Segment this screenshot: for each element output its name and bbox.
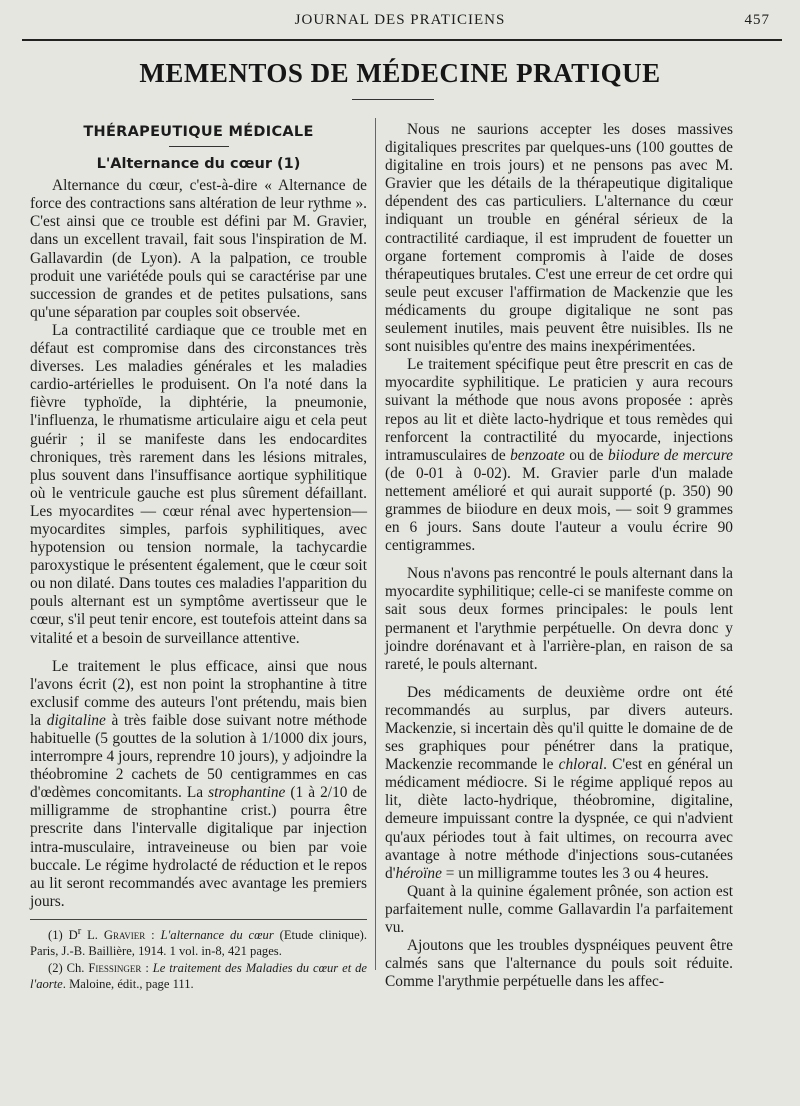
drug-name: biiodure de mercure <box>607 446 734 464</box>
page-number: 457 <box>744 12 770 28</box>
section-rule <box>169 146 229 147</box>
paragraph: Le traitement le plus efficace, ainsi que nous l'avons écrit (2), est non point la strophantine à titre exclusif comme des auteurs l'ont prétendu, mais bien la digitaline à très faible dose suivant notre méthode habituelle (5 gouttes de la solution à 1/1000 dix jours, interrompre 4 jours, reprendre 10 jours), y adjoindre la théobromine 2 cachets de 50 centigrammes en cas d'œdèmes concomitants. La strophantine (1 à 2/10 de milligramme de strophantine crist.) pourra être prescrite dans l'intervalle digitalique par injection intra-musculaire, intraveineuse ou bien par voie buccale. Le régime hydrolacté de réduction et le repos au lit seront recommandés avec avantage les premiers jours. <box>30 657 368 910</box>
drug-name: strophantine <box>208 784 286 802</box>
footnote-1: (1) $D^r$ L. Gravier : L'alternance du cœur (Etude clinique). Paris, J.-B. Baillière, 1914. 1 vol. in-8, 421 pages. <box>30 925 368 959</box>
paragraph: La contractilité cardiaque que ce trouble met en défaut est compromise dans des circonstances très diverses. Les maladies générales et les maladies cardio-artérielles le produisent. On l'a noté dans la fièvre typhoïde, la diphtérie, la pneumonie, l'influenza, le rhumatisme articulaire aigu et cela peut guérir ; il se manifeste dans les endocardites chroniques, très rarement dans les lésions mitrales, plus souvent dans l'insuffisance aortique syphilitique où le ventricule gauche est plus sûrement défaillant. Les myocardites — cœur rénal avec hypertension— myocardites simples, parfois syphilitiques, avec hypotension ou tension normale, la tachycardie paroxystique le présentent également, que le cœur soit ou non dilaté. Dans toutes ces maladies l'apparition du pouls alternant est un symptôme avertisseur que le cœur, s'il peut tenir encore, est toutefois atteint dans sa vitalité et a besoin de surveillance attentive. <box>30 321 367 647</box>
paragraph: Des médicaments de deuxième ordre ont été recommandés au surplus, par divers auteurs. Mackenzie, si incertain dès qu'il quitte le domaine de de ses graphiques pour pénétrer dans la pratique, Mackenzie recommande le chloral. C'est en général un médicament médiocre. Si le régime appliqué repos au lit, diète lacto-hydrique, théobromine, digitaline, demeure impuissant contre la dyspnée, ce qui n'advient qu'aux périodes tout à fait ultimes, on recourra avec avantage à notre méthode d'injections sous-cutanées d'héroïne = un milligramme toutes les 3 ou 4 heures. <box>385 683 734 882</box>
section-heading: THÉRAPEUTIQUE MÉDICALE <box>83 124 314 140</box>
running-head-title: JOURNAL DES PRATICIENS <box>294 12 506 28</box>
paragraph: Alternance du cœur, c'est-à-dire « Alternance de force des contractions sans altération de leur rythme ». C'est ainsi que ce trouble est défini par M. Gravier, dans un excellent travail, fait sous l'inspiration de M. Gallavardin (de Lyon). A la palpation, ce trouble produit une variétéde pouls qui se caractérise par une succession de grandes et de petites pulsations, sans qu'une séparation par couples soit observée. <box>30 177 367 321</box>
footnotes <box>30 924 367 992</box>
drug-name: chloral <box>558 756 604 774</box>
right-column <box>385 121 733 991</box>
footnote-rule <box>30 919 367 920</box>
left-column <box>30 118 367 992</box>
column-divider <box>375 118 376 970</box>
main-title: MEMENTOS DE MÉDECINE PRATIQUE <box>139 58 661 88</box>
drug-name: benzoate <box>510 446 565 464</box>
paragraph: Ajoutons que les troubles dyspnéiques peuvent être calmés sans que l'alternance du pouls soit réduite. Comme l'arythmie perpétuelle dans les affec- <box>385 937 733 991</box>
article-title: L'Alternance du cœur (1) <box>96 156 301 173</box>
running-head <box>0 8 800 32</box>
header-rule <box>22 39 782 41</box>
title-rule <box>352 99 434 100</box>
footnote-2: (2) Ch. Fiessinger : Le traitement des Maladies du cœur et de l'aorte. Maloine, édit., page 111. <box>30 960 368 992</box>
drug-name: héroïne <box>395 864 442 882</box>
paragraph: Nous ne saurions accepter les doses massives digitaliques prescrites par quelques-uns (100 gouttes de digitaline en trois jours) et ne pensons pas avec M. Gravier que les détails de la thérapeutique digitalique dépendent des cas particuliers. L'alternance du cœur indiquant un trouble en général sérieux de la contractilité cardiaque, il est imprudent de fouetter un organe fortement compromis à l'aide de doses thérapeutiques brutales. C'est une erreur de cet ordre qui seule peut excuser l'affirmation de Mackenzie que les médicaments du groupe digitalique ne sont pas seulement inutiles, mais peuvent être nuisibles. Ils ne sont nuisibles qu'entre des mains inexpérimentées. <box>385 121 733 356</box>
paragraph: Nous n'avons pas rencontré le pouls alternant dans la myocardite syphilitique; celle-ci se manifeste comme on sait sous deux formes principales: le pouls lent permanent et l'arythmie perpétuelle. On devra donc y joindre dorénavant et à l'arrière-plan, en raison de sa rareté, le pouls alternant. <box>385 565 733 673</box>
paragraph: Le traitement spécifique peut être prescrit en cas de myocardite syphilitique. Le praticien y aura recours suivant la méthode que nous avons proposée : après repos au lit et diète lacto-hydrique et tous remèdes qui renforcent la contractilité du myocarde, injections intramusculaires de benzoate ou de biiodure de mercure (de 0-01 à 0-02). M. Gravier parle d'un malade nettement amélioré et qui aurait supporté (p. 350) 90 grammes de biiodure en deux mois, — soit 9 grammes en 6 jours. Sans doute l'auteur a voulu écrire 90 centigrammes. <box>385 356 734 555</box>
drug-name: digitaline <box>46 711 106 729</box>
paragraph: Quant à la quinine également prônée, son action est parfaitement nulle, comme Gallavardin l'a parfaitement vu. <box>385 882 733 937</box>
